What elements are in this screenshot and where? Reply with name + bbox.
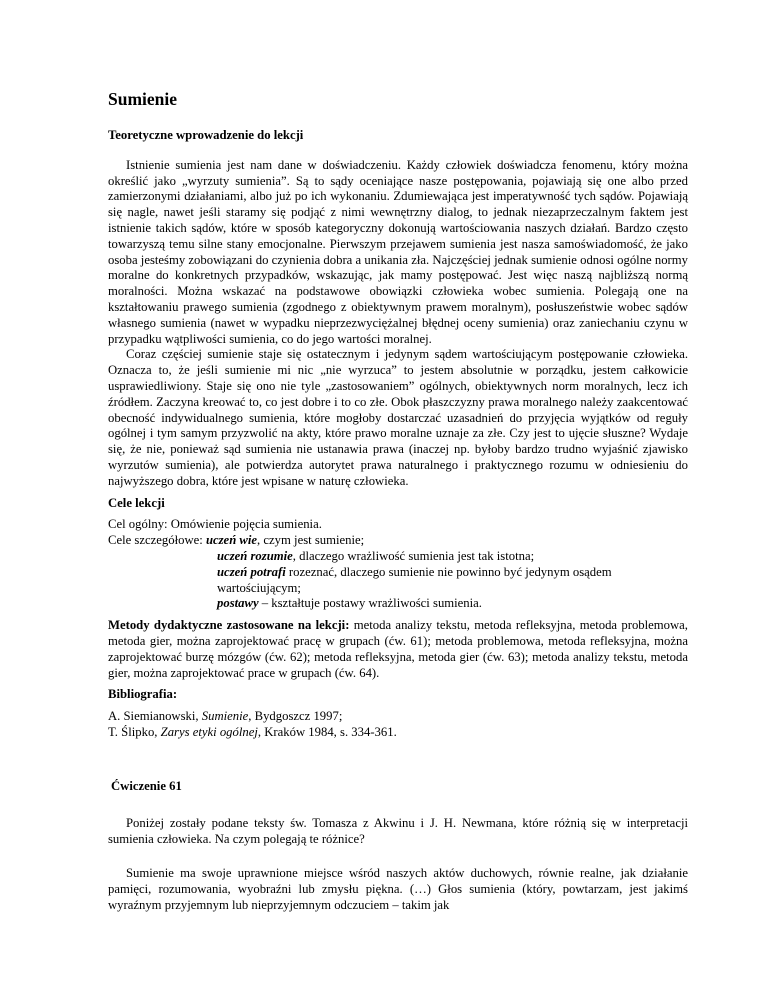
general-goal: Cel ogólny: Omówienie pojęcia sumienia.: [108, 517, 322, 532]
specific-goal-item: uczeń wie, czym jest sumienie;: [205, 533, 365, 548]
goals-heading: Cele lekcji: [108, 495, 165, 510]
specific-goal-item: uczeń potrafi rozeznać, dlaczego sumienie nie powinno być jedynym osądem wartościującym;: [217, 564, 612, 595]
bibliography-entry: T. Ślipko, Zarys etyki ogólnej, Kraków 1984, s. 334-361.: [108, 724, 397, 739]
exercise-title: Ćwiczenie 61: [111, 778, 182, 793]
bibliography-entry: A. Siemianowski, Sumienie, Bydgoszcz 1997;: [108, 709, 343, 724]
specific-goal-row: [108, 533, 688, 549]
exercise-prompt: Poniżej zostały podane teksty św. Tomasza z Akwinu i J. H. Newmana, które różnią się w interpretacji sumienia człowieka. Na czym polegają te różnice?: [108, 816, 688, 847]
intro-paragraph-1: Istnienie sumienia jest nam dane w doświadczeniu. Każdy człowiek doświadcza fenomenu, który można określić jako „wyrzuty sumienia”. Są to sądy oceniające nasze postępowania, pojawiają się one albo przed zamierzonymi działaniami, albo już po ich wykonaniu. Zdumiewająca jest imperatywność tych sądów. Pojawiają się nagle, nawet jeśli staramy się podjąć z nimi wewnętrzny dialog, to jednak niezaprzeczalnym faktem jest istnienie takich sądów, które w sposób kategoryczny dokonują wartościowania naszych działań. Bardzo często towarzyszą temu silne stany emocjonalne. Pierwszym przejawem sumienia jest nasza samoświadomość, że jako osoba jesteśmy zobowiązani do czynienia dobra a unikania zła. Najczęściej jednak sumienie odnosi ogólne normy moralne do konkretnych przypadków, wskazując, jak mamy postępować. Jest więc naszą najbliższą normą moralności. Można wskazać na podstawowe obowiązki człowieka wobec sumienia. Polegają one na kształtowaniu prawego sumienia (zgodnego z obiektywnym prawem moralnym), posłuszeństwie wobec sądów własnego sumienia (nawet w wypadku nieprzezwyciężalnej błędnej oceny sumienia) oraz zaniechaniu czynu w przypadku wątpliwości sumienia, co do jego wartości moralnej.: [108, 157, 688, 346]
methods-label: Metody dydaktyczne zastosowane na lekcji:: [108, 618, 350, 633]
exercise-quote: Sumienie ma swoje uprawnione miejsce wśród naszych aktów duchowych, równie realne, jak działanie pamięci, rozumowania, wyobraźni lub zmysłu piękna. (…) Głos sumienia (który, powtarzam, jest jakimś wyraźnym przyjemnym lub nieprzyjemnym odczuciem – takim jak: [108, 866, 688, 912]
intro-paragraph-2: Coraz częściej sumienie staje się ostatecznym i jedynym sądem wartościującym postępowanie człowieka. Oznacza to, że jeśli sumienie mi nic „nie wyrzuca” to jestem absolutnie w porządku, jestem całkowicie usprawiedliwiony. Staje się ono nie tyle „zastosowaniem” ogólnych, obiektywnych norm moralnych, lecz ich źródłem. Zaczyna kreować to, co jest dobre i to co złe. Obok płaszczyzny prawa moralnego należy zaakcentować obecność indywidualnego sumienia, które mogłoby dostarczać uzasadnień do przyjęcia wyjątków od reguły ogólnej i tym samym przyzwolić na akty, które prawo moralne uznaje za złe. Czy jest to ujęcie słuszne? Wydaje się, że nie, ponieważ sąd sumienia nie ustanawia prawa (inaczej np. byłoby bardzo trudno wyjaśnić zjawisko wyrzutów sumienia), ale potwierdza autorytet prawa naturalnego i praktycznego rozumu w odniesieniu do najwyższego dobra, które jest wpisane w naturę człowieka.: [108, 347, 688, 488]
bibliography-heading: Bibliografia:: [108, 687, 178, 702]
specific-goal-item: uczeń rozumie, dlaczego wrażliwość sumienia jest tak istotna;: [217, 548, 535, 563]
specific-goals-label: Cele szczegółowe:: [108, 533, 203, 548]
specific-goal-item: postawy – kształtuje postawy wrażliwości sumienia.: [217, 596, 482, 611]
methods-text: metoda analizy tekstu, metoda refleksyjna, metoda problemowa, metoda gier, można zaprojektować pracę w grupach (ćw. 61); metoda problemowa, metoda refleksyjna, można zaprojektować burzę mózgów (ćw. 62); metoda refleksyjna, metoda gier (ćw. 63); metoda analizy tekstu, metoda gier, można zaprojektować prace w grupach (ćw. 64).: [108, 618, 688, 680]
intro-heading: Teoretyczne wprowadzenie do lekcji: [108, 128, 304, 142]
document-page: [108, 88, 688, 913]
bibliography-list: [108, 709, 688, 741]
methods-paragraph: [108, 618, 688, 681]
page-title: Sumienie: [108, 89, 178, 109]
specific-goals: [108, 533, 688, 612]
